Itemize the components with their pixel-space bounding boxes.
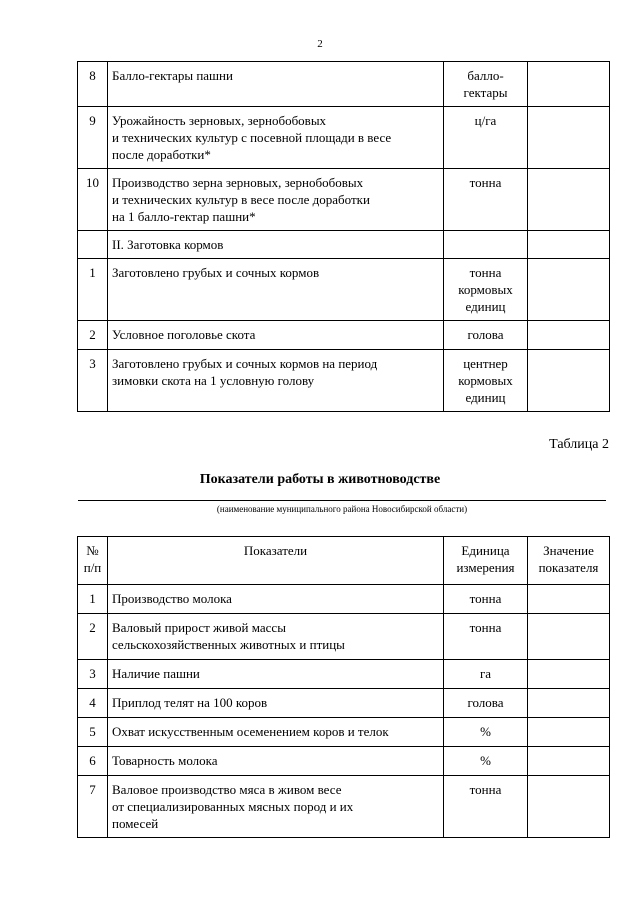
row-number xyxy=(78,231,108,259)
indicator-cell xyxy=(108,321,444,350)
value-cell[interactable] xyxy=(528,169,610,231)
table-livestock xyxy=(77,536,610,838)
row-number: 5 xyxy=(78,718,108,747)
unit-line: ц/га xyxy=(474,113,497,128)
page-number: 2 xyxy=(317,38,323,50)
table-row xyxy=(78,747,610,776)
unit-cell xyxy=(444,660,528,689)
fill-in-caption: (наименование муниципального района Новосибирской области) xyxy=(216,504,468,514)
unit-cell xyxy=(444,747,528,776)
unit-line: % xyxy=(480,724,491,739)
unit-cell xyxy=(444,169,528,231)
unit-line: гектары xyxy=(463,85,508,100)
indicator-line: Валовое производство мяса в живом весе xyxy=(112,782,342,797)
indicator-cell xyxy=(108,614,444,660)
row-number: 9 xyxy=(78,107,108,169)
indicator-line: сельскохозяйственных животных и птицы xyxy=(112,637,345,652)
indicator-line: Балло-гектары пашни xyxy=(112,68,233,83)
table-row xyxy=(78,776,610,838)
indicator-line: Заготовлено грубых и сочных кормов на период xyxy=(112,356,378,371)
row-number: 3 xyxy=(78,350,108,412)
unit-cell xyxy=(444,689,528,718)
header-value: Значение показателя xyxy=(528,537,610,585)
unit-line: балло- xyxy=(467,68,504,83)
value-cell[interactable] xyxy=(528,231,610,259)
unit-line: тонна xyxy=(469,591,502,606)
indicator-line: Урожайность зерновых, зернобобовых xyxy=(112,113,327,128)
indicator-cell xyxy=(108,585,444,614)
value-cell[interactable] xyxy=(528,107,610,169)
value-cell[interactable] xyxy=(528,718,610,747)
indicator-line: Приплод телят на 100 коров xyxy=(112,695,268,710)
table-row xyxy=(78,660,610,689)
indicator-cell xyxy=(108,107,444,169)
table-row xyxy=(78,169,610,231)
table-crop-and-feed xyxy=(77,61,610,412)
indicator-cell xyxy=(108,231,444,259)
table-header-row xyxy=(78,537,610,585)
row-number: 1 xyxy=(78,585,108,614)
section-title: Показатели работы в животноводстве xyxy=(199,472,441,487)
unit-cell xyxy=(444,776,528,838)
row-number: 2 xyxy=(78,614,108,660)
value-cell[interactable] xyxy=(528,776,610,838)
table-row xyxy=(78,614,610,660)
table-row xyxy=(78,585,610,614)
unit-cell xyxy=(444,585,528,614)
header-unit: Единица измерения xyxy=(444,537,528,585)
unit-line: кормовых xyxy=(458,373,513,388)
indicator-cell xyxy=(108,62,444,107)
row-number: 10 xyxy=(78,169,108,231)
value-cell[interactable] xyxy=(528,585,610,614)
value-cell[interactable] xyxy=(528,747,610,776)
indicator-cell xyxy=(108,718,444,747)
unit-cell xyxy=(444,231,528,259)
unit-line: га xyxy=(479,666,492,681)
value-cell[interactable] xyxy=(528,689,610,718)
unit-cell xyxy=(444,350,528,412)
unit-line: единиц xyxy=(465,299,506,314)
header-indicator: Показатели xyxy=(108,537,444,585)
indicator-line: и технических культур в весе после доработки xyxy=(112,192,370,207)
value-cell[interactable] xyxy=(528,321,610,350)
value-cell[interactable] xyxy=(528,62,610,107)
indicator-cell xyxy=(108,689,444,718)
indicator-cell xyxy=(108,776,444,838)
indicator-line: после доработки* xyxy=(112,147,211,162)
row-number: 2 xyxy=(78,321,108,350)
unit-line: тонна xyxy=(469,175,502,190)
indicator-cell xyxy=(108,169,444,231)
value-cell[interactable] xyxy=(528,350,610,412)
unit-cell xyxy=(444,718,528,747)
indicator-line: Охват искусственным осеменением коров и телок xyxy=(112,724,389,739)
unit-line: единиц xyxy=(465,390,506,405)
unit-cell xyxy=(444,614,528,660)
indicator-cell xyxy=(108,660,444,689)
value-cell[interactable] xyxy=(528,614,610,660)
row-number: 4 xyxy=(78,689,108,718)
table-row xyxy=(78,350,610,412)
unit-line: % xyxy=(480,753,491,768)
unit-cell xyxy=(444,107,528,169)
value-cell[interactable] xyxy=(528,660,610,689)
indicator-line: Заготовлено грубых и сочных кормов xyxy=(112,265,320,280)
table-row xyxy=(78,231,610,259)
indicator-line: помесей xyxy=(112,816,159,831)
table-row xyxy=(78,718,610,747)
unit-line: тонна xyxy=(469,782,502,797)
indicator-line: Производство зерна зерновых, зернобобовых xyxy=(112,175,364,190)
indicator-line: Товарность молока xyxy=(112,753,218,768)
header-num: № п/п xyxy=(78,537,108,585)
unit-line: центнер xyxy=(463,356,508,371)
unit-cell xyxy=(444,62,528,107)
row-number: 8 xyxy=(78,62,108,107)
unit-line: тонна xyxy=(469,620,502,635)
row-number: 1 xyxy=(78,259,108,321)
indicator-cell xyxy=(108,747,444,776)
row-number: 3 xyxy=(78,660,108,689)
indicator-line: от специализированных мясных пород и их xyxy=(112,799,354,814)
unit-cell xyxy=(444,259,528,321)
indicator-line: на 1 балло-гектар пашни* xyxy=(112,209,256,224)
table-row xyxy=(78,107,610,169)
unit-cell xyxy=(444,321,528,350)
indicator-line: Наличие пашни xyxy=(112,666,200,681)
value-cell[interactable] xyxy=(528,259,610,321)
indicator-line: зимовки скота на 1 условную голову xyxy=(112,373,315,388)
indicator-cell xyxy=(108,259,444,321)
indicator-line: Валовый прирост живой массы xyxy=(112,620,286,635)
table-label: Таблица 2 xyxy=(549,437,609,452)
unit-line: кормовых xyxy=(458,282,513,297)
indicator-line: II. Заготовка кормов xyxy=(112,237,224,252)
table-row xyxy=(78,62,610,107)
indicator-line: Производство молока xyxy=(112,591,232,606)
table-row xyxy=(78,689,610,718)
unit-line: тонна xyxy=(469,265,502,280)
indicator-cell xyxy=(108,350,444,412)
table-row xyxy=(78,321,610,350)
table-row xyxy=(78,259,610,321)
row-number: 7 xyxy=(78,776,108,838)
fill-in-line xyxy=(78,500,606,501)
indicator-line: Условное поголовье скота xyxy=(112,327,256,342)
unit-line: голова xyxy=(467,327,504,342)
row-number: 6 xyxy=(78,747,108,776)
indicator-line: и технических культур с посевной площади в весе xyxy=(112,130,392,145)
unit-line: голова xyxy=(467,695,504,710)
